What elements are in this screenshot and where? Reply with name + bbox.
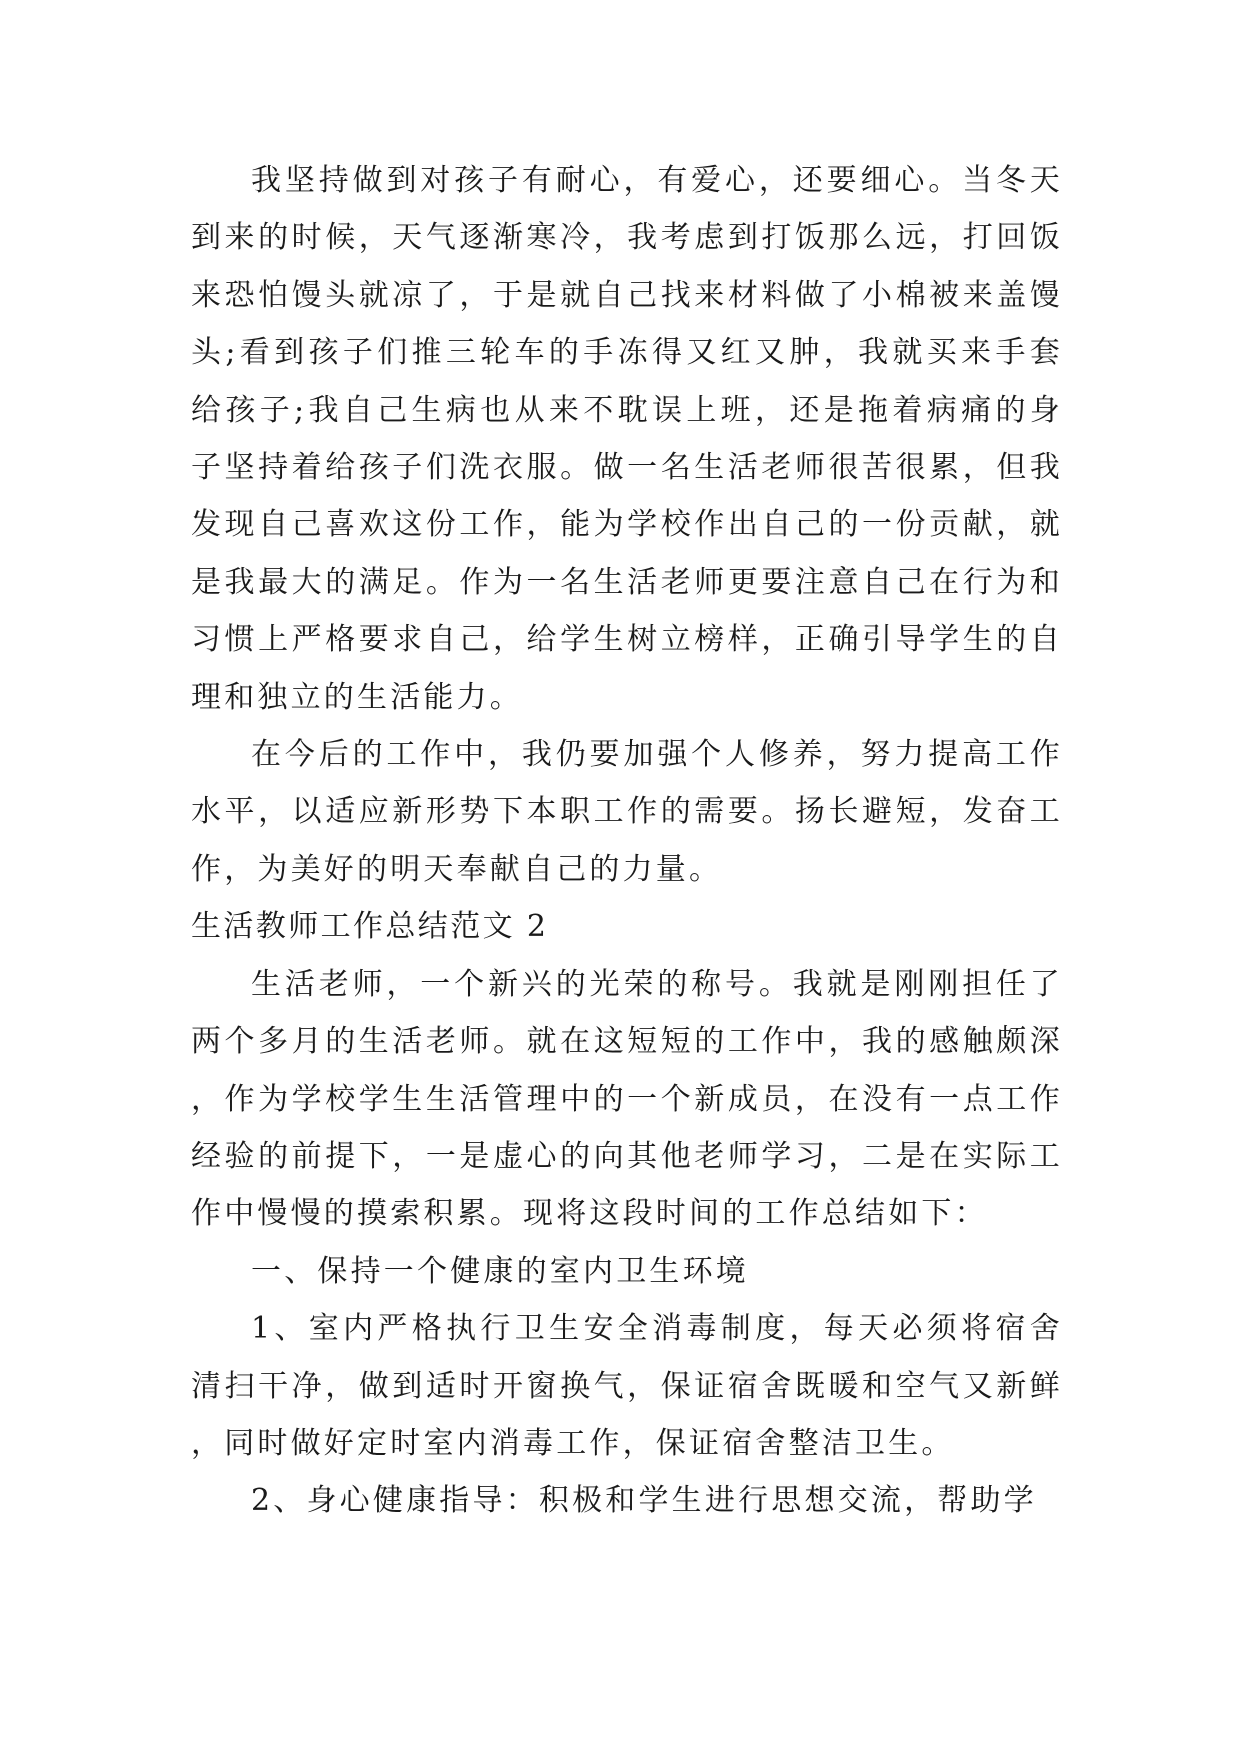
body-paragraph-3: 生活老师，一个新兴的光荣的称号。我就是刚刚担任了两个多月的生活老师。就在这短短的工作中，我的感触颇深，作为学校学生生活管理中的一个新成员，在没有一点工作经验的前提下，一是虚心的向其他老师学习，二是在实际工作中慢慢的摸索积累。现将这段时间的工作总结如下：	[191, 966, 1063, 1232]
section-heading: 生活教师工作总结范文 2	[191, 909, 549, 945]
list-item-2: 2、身心健康指导：积极和学生进行思想交流，帮助学	[251, 1483, 1037, 1519]
list-item-1: 1、室内严格执行卫生安全消毒制度，每天必须将宿舍清扫干净，做到适时开窗换气，保证宿舍既暖和空气又新鲜，同时做好定时室内消毒工作，保证宿舍整洁卫生。	[191, 1311, 1063, 1461]
subsection-title: 一、保持一个健康的室内卫生环境	[251, 1253, 749, 1289]
document-body	[191, 152, 1063, 1530]
body-paragraph-2: 在今后的工作中，我仍要加强个人修养，努力提高工作水平，以适应新形势下本职工作的需要。扬长避短，发奋工作，为美好的明天奉献自己的力量。	[191, 737, 1063, 887]
body-paragraph-1: 我坚持做到对孩子有耐心，有爱心，还要细心。当冬天到来的时候，天气逐渐寒冷，我考虑到打饭那么远，打回饭来恐怕馒头就凉了，于是就自己找来材料做了小棉被来盖馒头;看到孩子们推三轮车的手冻得又红又肿，我就买来手套给孩子;我自己生病也从来不耽误上班，还是拖着病痛的身子坚持着给孩子们洗衣服。做一名生活老师很苦很累，但我发现自己喜欢这份工作，能为学校作出自己的一份贡献，就是我最大的满足。作为一名生活老师更要注意自己在行为和习惯上严格要求自己，给学生树立榜样，正确引导学生的自理和独立的生活能力。	[191, 163, 1063, 715]
